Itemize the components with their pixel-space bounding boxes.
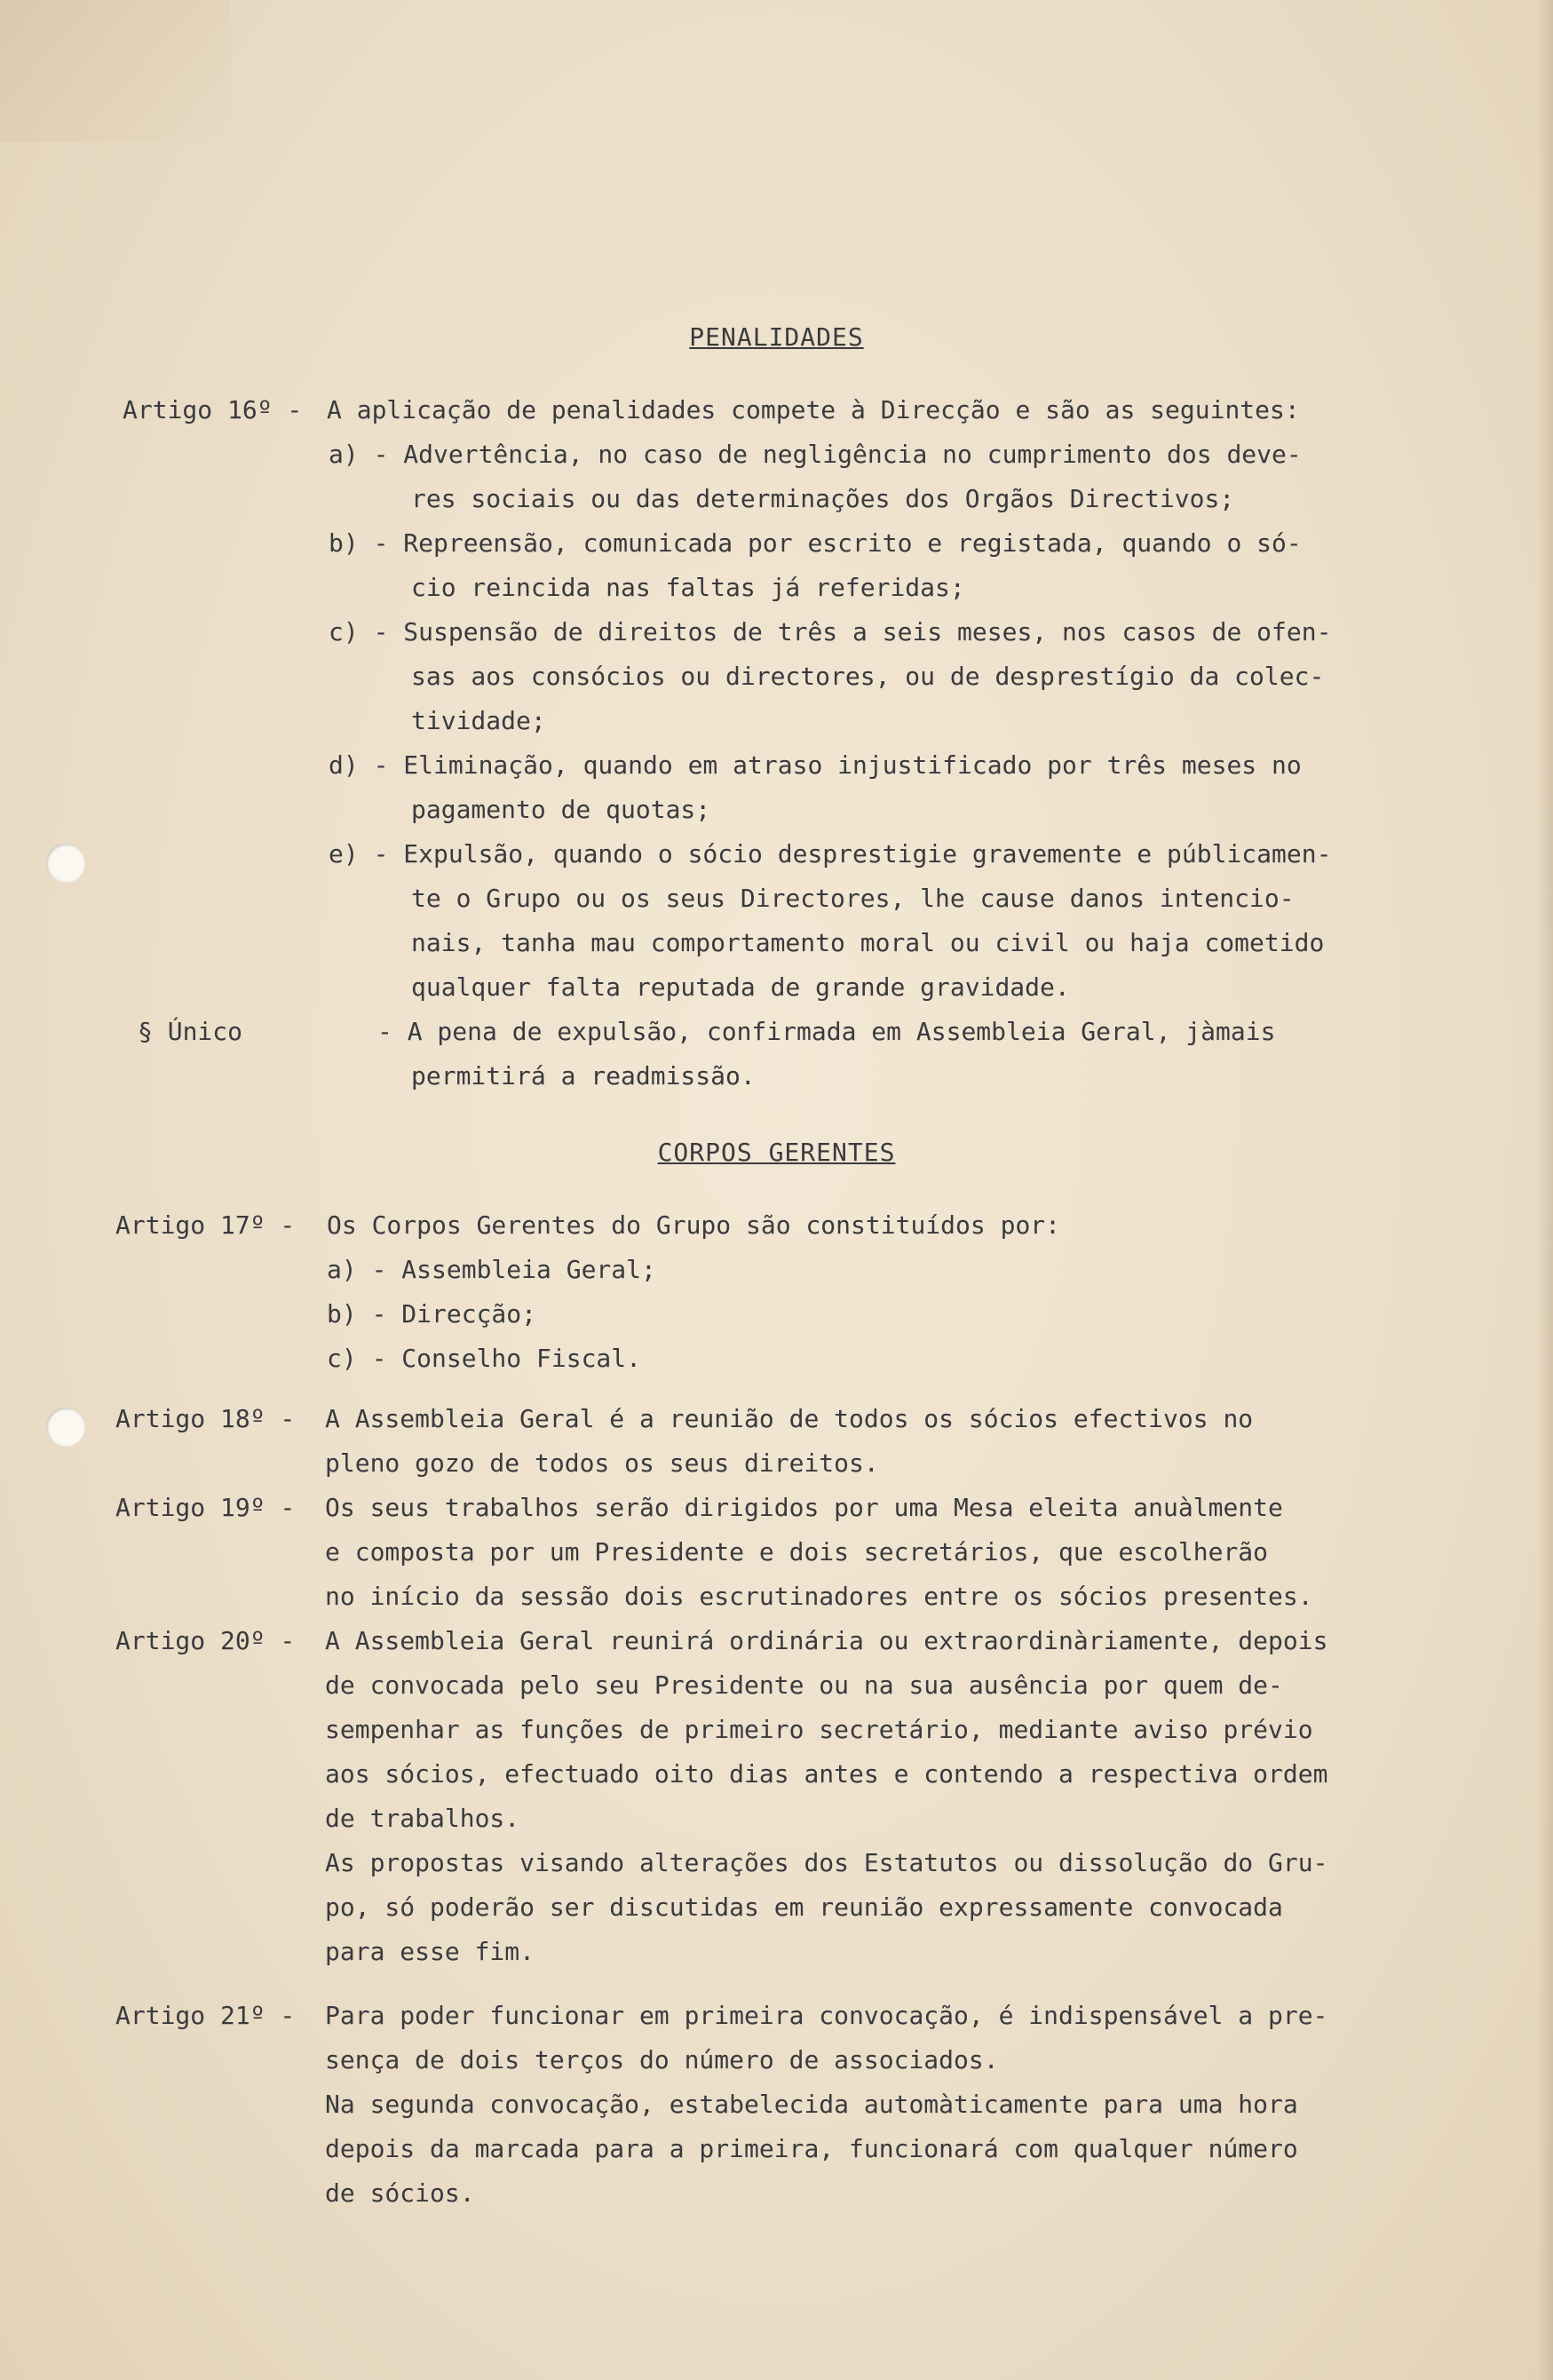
article-16-d-line-2: pagamento de quotas; — [411, 795, 711, 824]
paragraph-unico-line-2: permitirá a readmissão. — [411, 1061, 756, 1091]
article-20-unico-line-3: para esse fim. — [325, 1937, 535, 1966]
article-20-unico-line-2: po, só poderão ser discutidas em reunião expressamente convocada — [325, 1892, 1283, 1922]
article-17-label: Artigo 17º - — [115, 1210, 296, 1240]
article-20-line-3: sempenhar as funções de primeiro secretário, mediante aviso prévio — [325, 1715, 1313, 1744]
paragraph-unico-label: § Único — [138, 1017, 243, 1046]
paper-stain — [0, 0, 231, 142]
article-16-b-line-1: b) - Repreensão, comunicada por escrito e registada, quando o só- — [329, 528, 1302, 558]
article-20-line-1: A Assembleia Geral reunirá ordinária ou extraordinàriamente, depois — [325, 1626, 1328, 1655]
punch-hole-lower — [46, 1408, 85, 1447]
article-19-line-1: Os seus trabalhos serão dirigidos por uma Mesa eleita anuàlmente — [325, 1493, 1283, 1522]
article-16-d-line-1: d) - Eliminação, quando em atraso injustificado por três meses no — [329, 750, 1302, 780]
article-21-line-2: sença de dois terços do número de associados. — [325, 2045, 999, 2075]
article-21-line-5: de sócios. — [325, 2178, 475, 2208]
section-heading-penalidades: PENALIDADES — [689, 322, 864, 352]
article-16-label: Artigo 16º - — [123, 395, 303, 424]
article-17-text: Os Corpos Gerentes do Grupo são constituídos por: — [327, 1210, 1061, 1240]
article-16-e-line-3: nais, tanha mau comportamento moral ou civil ou haja cometido — [411, 928, 1325, 957]
article-21-line-1: Para poder funcionar em primeira convocação, é indispensável a pre- — [325, 2001, 1328, 2030]
article-18-line-1: A Assembleia Geral é a reunião de todos os sócios efectivos no — [325, 1404, 1254, 1433]
article-16-a-line-2: res sociais ou das determinações dos Orgãos Directivos; — [411, 484, 1235, 513]
article-19-label: Artigo 19º - — [115, 1493, 296, 1522]
article-17-c: c) - Conselho Fiscal. — [327, 1344, 642, 1373]
article-16-text: A aplicação de penalidades compete à Direcção e são as seguintes: — [327, 395, 1300, 424]
paragraph-unico-line-1: - A pena de expulsão, confirmada em Assembleia Geral, jàmais — [377, 1017, 1276, 1046]
article-21-line-4: depois da marcada para a primeira, funcionará com qualquer número — [325, 2134, 1298, 2163]
article-16-c-line-1: c) - Suspensão de direitos de três a seis meses, nos casos de ofen- — [329, 617, 1332, 647]
article-19-line-3: no início da sessão dois escrutinadores entre os sócios presentes. — [325, 1582, 1313, 1611]
article-16-a-line-1: a) - Advertência, no caso de negligência no cumprimento dos deve- — [329, 440, 1302, 469]
article-20-line-4: aos sócios, efectuado oito dias antes e contendo a respectiva ordem — [325, 1759, 1328, 1789]
article-16-c-line-3: tividade; — [411, 706, 546, 735]
article-20-line-5: de trabalhos. — [325, 1804, 520, 1833]
article-17-a: a) - Assembleia Geral; — [327, 1255, 656, 1284]
article-18-label: Artigo 18º - — [115, 1404, 296, 1433]
article-20-unico-line-1: As propostas visando alterações dos Estatutos ou dissolução do Gru- — [325, 1848, 1328, 1877]
section-heading-corpos-gerentes: CORPOS GERENTES — [657, 1138, 896, 1167]
article-21-label: Artigo 21º - — [115, 2001, 296, 2030]
article-18-line-2: pleno gozo de todos os seus direitos. — [325, 1448, 879, 1478]
article-21-line-3: Na segunda convocação, estabelecida automàticamente para uma hora — [325, 2090, 1298, 2119]
article-17-b: b) - Direcção; — [327, 1299, 537, 1329]
article-16-e-line-4: qualquer falta reputada de grande gravidade. — [411, 972, 1070, 1002]
article-20-line-2: de convocada pelo seu Presidente ou na sua ausência por quem de- — [325, 1670, 1283, 1700]
article-16-e-line-2: te o Grupo ou os seus Directores, lhe cause danos intencio- — [411, 884, 1295, 913]
article-19-line-2: e composta por um Presidente e dois secretários, que escolherão — [325, 1537, 1269, 1567]
punch-hole-upper — [46, 844, 85, 883]
article-20-label: Artigo 20º - — [115, 1626, 296, 1655]
article-16-b-line-2: cio reincida nas faltas já referidas; — [411, 573, 965, 602]
article-16-c-line-2: sas aos consócios ou directores, ou de desprestígio da colec- — [411, 662, 1325, 691]
article-16-e-line-1: e) - Expulsão, quando o sócio desprestigie gravemente e públicamen- — [329, 839, 1332, 869]
